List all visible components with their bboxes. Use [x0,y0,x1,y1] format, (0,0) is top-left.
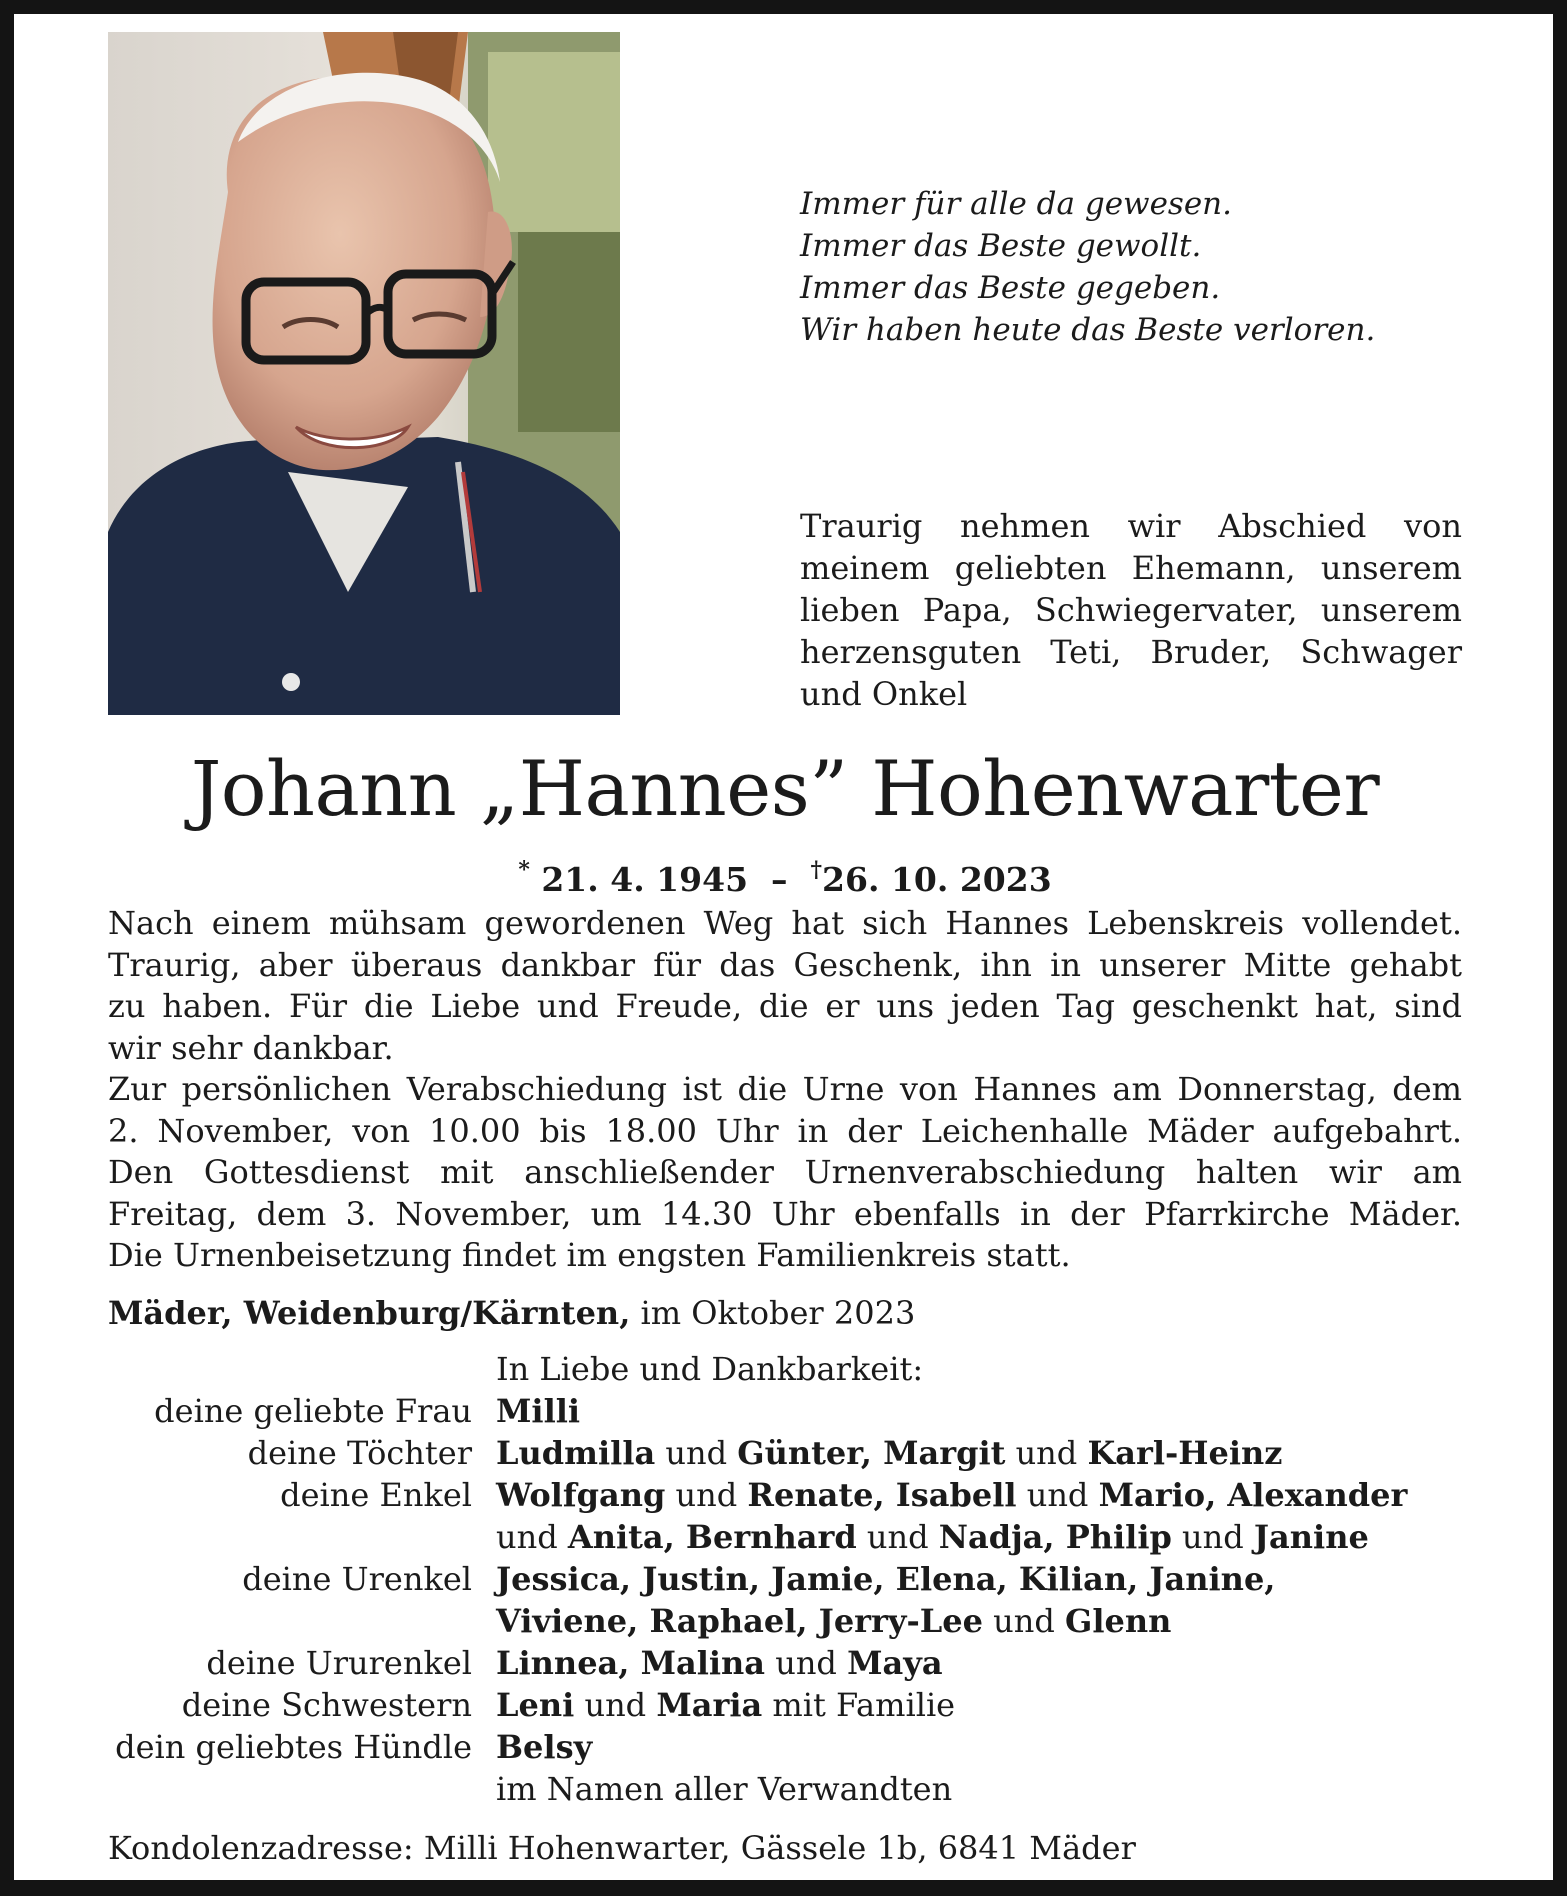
body-line: Freitag, dem 3. November, um 14.30 Uhr ebenfalls in der Pfarrkirche Mäder. [108,1194,1462,1233]
relation-label: deine Ururenkel [206,1644,472,1682]
connector-text: mit Familie [762,1686,956,1724]
family-member-name: Milli [496,1392,581,1430]
announcement-text [108,903,1462,1277]
intro-line: herzensguten Teti, Bruder, Schwager [800,633,1462,671]
family-names [496,1432,1520,1474]
birth-symbol: * [518,857,530,883]
connector-text: und [982,1602,1066,1640]
body-line: zu haben. Für die Liebe und Freude, die er uns jeden Tag geschenkt hat, sind [108,987,1462,1025]
family-member-name: Leni [496,1686,575,1724]
family-member-name: Ludmilla [496,1434,656,1472]
body-line: Den Gottesdienst mit anschließender Urnenverabschiedung halten wir am [108,1153,1462,1191]
mourners-heading: In Liebe und Dankbarkeit: [496,1350,924,1388]
relation-label [70,1600,496,1642]
family-member-name: Viviene, Raphael, Jerry-Lee [496,1602,983,1640]
connector-text: und [1171,1518,1254,1556]
body-line: Nach einem mühsam gewordenen Weg hat sich Hannes Lebenskreis vollendet. [108,904,1462,942]
mourner-row [70,1684,1520,1726]
family-member-name: Maria [656,1686,763,1724]
family-member-name: Janine [1253,1518,1369,1556]
poem-line: Wir haben heute das Beste verloren. [800,312,1376,348]
mourners-footer: im Namen aller Verwandten [496,1770,953,1808]
mourner-row [70,1390,1520,1432]
poem-line: Immer das Beste gewollt. [800,228,1202,264]
body-line: Die Urnenbeisetzung findet im engsten Familienkreis statt. [108,1236,1071,1274]
poem-line: Immer das Beste gegeben. [800,270,1221,306]
family-member-name: Wolfgang [496,1476,666,1514]
relation-label: deine Töchter [247,1434,472,1472]
connector-text: und [765,1644,848,1682]
place-names: Mäder, Weidenburg/Kärnten, [108,1294,631,1332]
family-member-name: Anita, Bernhard [567,1518,857,1556]
memorial-poem [800,183,1500,351]
mourner-row [70,1474,1520,1516]
family-names [496,1600,1520,1642]
body-line: 2. November, von 10.00 bis 18.00 Uhr in der Leichenhalle Mäder aufgebahrt. [108,1111,1462,1150]
intro-line: meinem geliebten Ehemann, unserem [800,549,1462,587]
family-member-name: Linnea, Malina [496,1644,766,1682]
family-member-name: Maya [847,1644,943,1682]
birth-date: 21. 4. 1945 [541,860,749,899]
family-names [496,1726,1520,1768]
place-and-date [108,1292,915,1334]
family-member-name: Jessica, Justin, Jamie, Elena, Kilian, Janine, [496,1560,1276,1598]
mourner-row [70,1558,1520,1600]
family-member-name: Glenn [1065,1602,1172,1640]
relation-label: dein geliebtes Hündle [115,1728,472,1766]
family-member-name: Günter, Margit [737,1434,1006,1472]
intro-line: lieben Papa, Schwiegervater, unserem [800,591,1462,629]
mourner-row [70,1642,1520,1684]
relation-label: deine geliebte Frau [154,1392,472,1430]
deceased-name: Johann „Hannes” Hohenwarter [190,744,1380,833]
relation-label: deine Urenkel [242,1560,472,1598]
life-dates [108,848,1462,902]
relation-label [70,1768,496,1810]
family-names [496,1390,1520,1432]
mourner-row [70,1516,1520,1558]
relation-label: deine Enkel [280,1476,472,1514]
connector-text: und [496,1518,568,1556]
relation-label [70,1516,496,1558]
death-symbol: † [810,857,823,883]
connector-text: und [1016,1476,1099,1514]
date-separator: – [771,860,788,899]
family-member-name: Mario, Alexander [1098,1476,1408,1514]
relation-label: deine Schwestern [181,1686,472,1724]
family-names [496,1642,1520,1684]
body-line: Zur persönlichen Verabschiedung ist die Urne von Hannes am Donnerstag, dem [108,1070,1462,1108]
family-names [496,1684,1520,1726]
intro-line: Traurig nehmen wir Abschied von [800,507,1462,545]
family-names [496,1474,1520,1516]
family-member-name: Renate, Isabell [747,1476,1017,1514]
connector-text: und [665,1476,748,1514]
family-member-name: Nadja, Philip [938,1518,1172,1556]
death-date: 26. 10. 2023 [822,860,1052,899]
connector-text: und [1005,1434,1088,1472]
intro-line: und Onkel [800,675,968,713]
relation-label [70,1348,496,1390]
mourner-row [70,1726,1520,1768]
mourner-rows [70,1390,1520,1768]
month-year: im Oktober 2023 [640,1294,916,1332]
connector-text: und [655,1434,738,1472]
poem-line: Immer für alle da gewesen. [800,186,1233,222]
family-member-name: Belsy [496,1728,593,1766]
family-names [496,1516,1520,1558]
connector-text: und [856,1518,939,1556]
mourner-row [70,1600,1520,1642]
body-line: Traurig, aber überaus dankbar für das Geschenk, ihn in unserer Mitte gehabt [108,945,1462,984]
mourner-row [70,1432,1520,1474]
connector-text: und [574,1686,657,1724]
portrait-photo [108,32,620,715]
mourners-list [70,1348,1520,1810]
family-member-name: Karl-Heinz [1087,1434,1283,1472]
mourners-footer-row [70,1768,1520,1810]
portrait-illustration [108,32,620,715]
body-line: wir sehr dankbar. [108,1028,394,1067]
condolence-address: Kondolenzadresse: Milli Hohenwarter, Gässele 1b, 6841 Mäder [108,1829,1136,1867]
mourners-heading-row [70,1348,1520,1390]
farewell-intro [800,505,1462,715]
family-names [496,1558,1520,1600]
